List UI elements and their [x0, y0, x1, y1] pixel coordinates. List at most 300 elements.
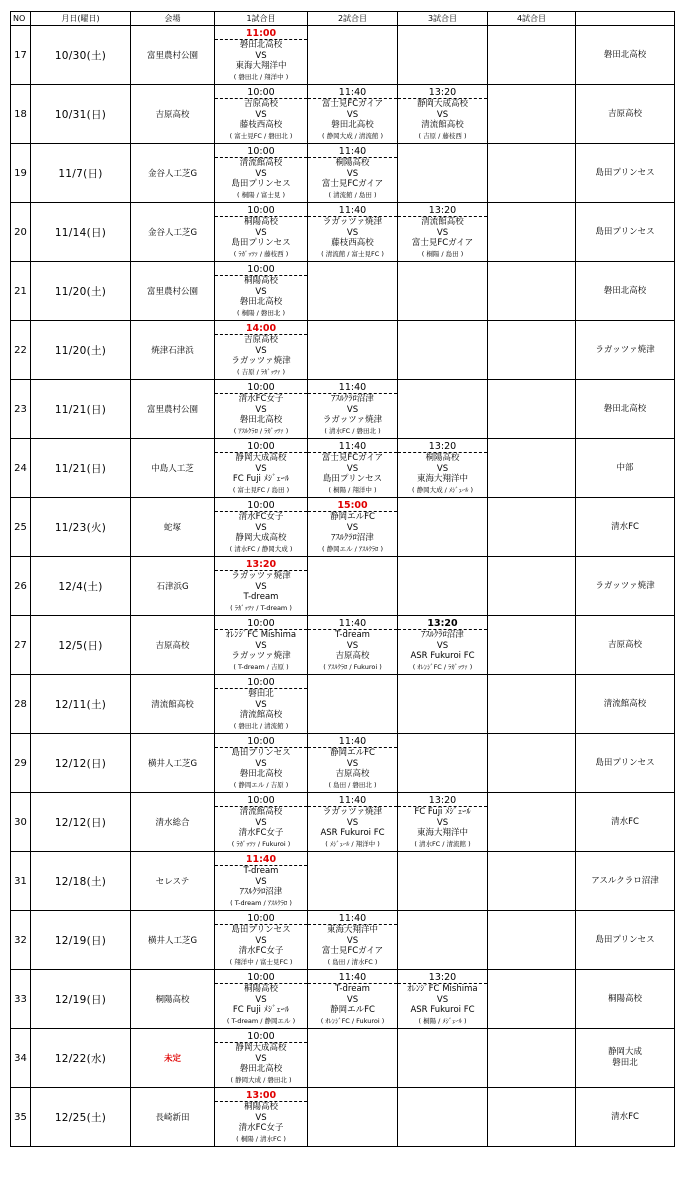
game-cell-4 [488, 970, 576, 1029]
team-a: 磐田北 [248, 689, 274, 700]
host-team-line: アスルクラロ沼津 [591, 875, 659, 886]
referee-assignment: ( ｱｽﾙｸﾗﾛ / Fukuroi ) [323, 662, 382, 671]
match-date: 11/21(日) [31, 380, 131, 439]
row-number: 34 [11, 1029, 31, 1088]
game-cell-3 [398, 439, 488, 498]
host-team [576, 1088, 675, 1147]
game-cell-1 [215, 498, 308, 557]
game-cell-2 [308, 734, 398, 793]
game-block [215, 382, 307, 436]
team-b: 清水FC女子 [238, 1123, 284, 1134]
referee-assignment: ( 清水FC / 磐田北 ) [324, 426, 381, 435]
kickoff-time: 10:00 [215, 677, 307, 689]
empty-game-slot [308, 1058, 397, 1059]
host-team-line: ラガッツァ焼津 [595, 344, 655, 355]
kickoff-time: 11:00 [215, 28, 307, 40]
game-block [215, 618, 307, 672]
kickoff-time: 10:00 [215, 500, 307, 512]
team-a: T-dream [335, 630, 370, 641]
host-team [576, 439, 675, 498]
versus-label: VS [255, 640, 267, 651]
game-cell-3 [398, 675, 488, 734]
kickoff-time: 10:00 [215, 618, 307, 630]
row-number: 27 [11, 616, 31, 675]
game-block [215, 28, 307, 82]
game-cell-4 [488, 262, 576, 321]
row-number: 31 [11, 852, 31, 911]
team-b: ｱｽﾙｸﾗﾛ沼津 [239, 887, 283, 898]
table-row [11, 793, 675, 852]
referee-assignment: ( T-dream / ｱｽﾙｸﾗﾛ ) [230, 898, 292, 907]
referee-assignment: ( 島田 / 清水FC ) [327, 957, 378, 966]
match-date: 12/19(日) [31, 911, 131, 970]
table-row [11, 262, 675, 321]
team-b: 島田プリンセス [322, 474, 383, 485]
versus-label: VS [255, 876, 267, 887]
team-a: 桐陽高校 [243, 984, 278, 995]
table-body [11, 26, 675, 1147]
team-a: 島田プリンセス [231, 925, 291, 936]
venue-name: 長崎新田 [131, 1088, 215, 1147]
referee-assignment: ( 静岡大成 / ﾒｼﾞｪｰﾙ ) [411, 485, 474, 494]
venue-name: 吉原高校 [131, 616, 215, 675]
game-block [215, 1031, 307, 1085]
kickoff-time: 13:00 [215, 1090, 307, 1102]
versus-label: VS [255, 345, 267, 356]
venue-name: 横井人工芝G [131, 911, 215, 970]
versus-label: VS [346, 640, 359, 651]
team-a: 静岡大成高校 [235, 1043, 287, 1054]
match-date: 12/19(日) [31, 970, 131, 1029]
kickoff-time: 13:20 [398, 972, 487, 984]
host-team-line: 中部 [616, 462, 634, 473]
referee-assignment: ( ﾗｶﾞｯﾂｧ / T-dream ) [230, 603, 292, 612]
versus-label: VS [255, 699, 267, 710]
host-team [576, 321, 675, 380]
game-cell-1 [215, 144, 308, 203]
kickoff-time: 13:20 [398, 87, 487, 99]
team-a: ｱｽﾙｸﾗﾛ沼津 [421, 630, 464, 641]
referee-assignment: ( ﾗｶﾞｯﾂｧ / 藤枝西 ) [233, 249, 289, 258]
table-row [11, 498, 675, 557]
row-number: 18 [11, 85, 31, 144]
host-team [576, 911, 675, 970]
table-header [11, 12, 675, 26]
team-a: FC Fuji ﾒｼﾞｪｰﾙ [414, 807, 471, 818]
empty-game-slot [308, 586, 397, 587]
game-cell-3 [398, 203, 488, 262]
game-cell-4 [488, 557, 576, 616]
empty-game-slot [398, 409, 487, 410]
empty-game-slot [488, 645, 575, 646]
team-a: 清水FC女子 [238, 512, 284, 523]
game-block [308, 146, 397, 200]
referee-assignment: ( ｵﾚﾝｼﾞFC / ﾗｶﾞｯﾂｧ ) [412, 662, 473, 671]
team-b: ラガッツァ焼津 [322, 415, 383, 426]
team-b: ラガッツァ焼津 [231, 356, 291, 367]
table-row [11, 144, 675, 203]
venue-name: 横井人工芝G [131, 734, 215, 793]
referee-assignment: ( 桐陽 / 島田 ) [421, 249, 464, 258]
empty-game-slot [398, 881, 487, 882]
game-cell-2 [308, 616, 398, 675]
host-team-line: 清水FC [611, 521, 639, 532]
versus-label: VS [436, 463, 449, 474]
empty-game-slot [398, 763, 487, 764]
game-block [308, 736, 397, 790]
versus-label: VS [346, 758, 359, 769]
game-block [398, 441, 487, 495]
referee-assignment: ( ｱｽﾙｸﾗﾛ / ﾗｶﾞｯﾂｧ ) [233, 426, 289, 435]
game-cell-1 [215, 734, 308, 793]
team-b: 静岡大成高校 [235, 533, 287, 544]
empty-game-slot [398, 1117, 487, 1118]
game-cell-1 [215, 970, 308, 1029]
empty-game-slot [398, 527, 487, 528]
game-block [308, 972, 397, 1026]
host-team-line: 桐陽高校 [607, 993, 642, 1004]
referee-assignment: ( 静岡エル / 吉原 ) [233, 780, 289, 789]
versus-label: VS [255, 581, 267, 592]
venue-name: 清流館高校 [131, 675, 215, 734]
match-date: 12/5(日) [31, 616, 131, 675]
kickoff-time: 11:40 [308, 146, 397, 158]
empty-game-slot [308, 881, 397, 882]
match-date: 12/18(土) [31, 852, 131, 911]
kickoff-time: 11:40 [308, 382, 397, 394]
team-a: 清水FC女子 [238, 394, 284, 405]
table-row [11, 85, 675, 144]
host-team-line: 吉原高校 [607, 639, 642, 650]
empty-game-slot [488, 468, 575, 469]
kickoff-time: 10:00 [215, 1031, 307, 1043]
game-cell-4 [488, 498, 576, 557]
match-date: 11/20(土) [31, 321, 131, 380]
venue-name: 金谷人工芝G [131, 144, 215, 203]
row-number: 29 [11, 734, 31, 793]
referee-assignment: ( 清流館 / 島田 ) [328, 190, 377, 199]
kickoff-time: 10:00 [215, 972, 307, 984]
kickoff-time: 11:40 [215, 854, 307, 866]
team-b: ラガッツァ焼津 [231, 651, 291, 662]
game-block [398, 618, 487, 672]
team-a: 桐陽高校 [335, 158, 370, 169]
game-block [308, 441, 397, 495]
header-game-2: 2試合目 [308, 12, 398, 26]
game-cell-3 [398, 498, 488, 557]
table-row [11, 911, 675, 970]
versus-label: VS [346, 935, 359, 946]
host-team-line: 吉原高校 [607, 108, 642, 119]
game-cell-4 [488, 26, 576, 85]
versus-label: VS [436, 640, 449, 651]
team-b: 清流館高校 [239, 710, 283, 721]
referee-assignment: ( 吉原 / 藤枝西 ) [418, 131, 467, 140]
team-b: 吉原高校 [335, 769, 370, 780]
game-cell-4 [488, 616, 576, 675]
table-row [11, 970, 675, 1029]
game-cell-2 [308, 439, 398, 498]
game-cell-1 [215, 26, 308, 85]
game-cell-2 [308, 262, 398, 321]
table-row [11, 380, 675, 439]
game-cell-3 [398, 380, 488, 439]
game-cell-3 [398, 793, 488, 852]
game-cell-2 [308, 1029, 398, 1088]
game-block [215, 146, 307, 200]
empty-game-slot [398, 704, 487, 705]
row-number: 20 [11, 203, 31, 262]
empty-game-slot [308, 55, 397, 56]
empty-game-slot [488, 114, 575, 115]
referee-assignment: ( 磐田北 / 翔洋中 ) [233, 72, 289, 81]
table-row [11, 852, 675, 911]
team-a: ｵﾚﾝｼﾞFC Mishima [225, 630, 297, 641]
match-date: 12/25(土) [31, 1088, 131, 1147]
row-number: 32 [11, 911, 31, 970]
game-cell-1 [215, 203, 308, 262]
game-cell-4 [488, 1029, 576, 1088]
team-b: 磐田北高校 [239, 297, 283, 308]
host-team [576, 498, 675, 557]
referee-assignment: ( 桐陽 / 翔洋中 ) [328, 485, 377, 494]
game-cell-4 [488, 675, 576, 734]
venue-name: 中島人工芝 [131, 439, 215, 498]
game-cell-1 [215, 85, 308, 144]
match-date: 12/4(土) [31, 557, 131, 616]
referee-assignment: ( 清水FC / 清流館 ) [414, 839, 471, 848]
game-block [398, 205, 487, 259]
table-row [11, 557, 675, 616]
team-b: FC Fuji ﾒｼﾞｪｰﾙ [232, 474, 290, 485]
game-cell-1 [215, 557, 308, 616]
empty-game-slot [488, 232, 575, 233]
match-date: 12/12(日) [31, 734, 131, 793]
team-b: 富士見FCガイア [321, 179, 384, 190]
host-team-line: 島田プリンセス [595, 934, 655, 945]
versus-label: VS [346, 109, 359, 120]
empty-game-slot [488, 1058, 575, 1059]
host-team [576, 616, 675, 675]
game-cell-2 [308, 26, 398, 85]
game-cell-1 [215, 321, 308, 380]
game-cell-3 [398, 911, 488, 970]
team-b: 東海大翔洋中 [416, 828, 468, 839]
referee-assignment: ( 翔洋中 / 富士見FC ) [229, 957, 293, 966]
versus-label: VS [346, 817, 359, 828]
match-schedule-table [10, 11, 675, 1147]
game-cell-2 [308, 1088, 398, 1147]
game-cell-4 [488, 911, 576, 970]
match-date: 11/21(日) [31, 439, 131, 498]
empty-game-slot [398, 350, 487, 351]
game-cell-2 [308, 911, 398, 970]
empty-game-slot [488, 940, 575, 941]
versus-label: VS [346, 227, 359, 238]
game-cell-2 [308, 970, 398, 1029]
game-cell-1 [215, 675, 308, 734]
referee-assignment: ( ｵﾚﾝｼﾞFC / Fukuroi ) [320, 1016, 385, 1025]
game-cell-3 [398, 262, 488, 321]
game-cell-1 [215, 793, 308, 852]
empty-game-slot [488, 1117, 575, 1118]
empty-game-slot [398, 940, 487, 941]
team-a: 静岡大成高校 [235, 453, 287, 464]
game-block [308, 205, 397, 259]
host-team [576, 734, 675, 793]
versus-label: VS [346, 168, 359, 179]
host-team-line: 磐田北高校 [603, 403, 647, 414]
versus-label: VS [255, 227, 267, 238]
referee-assignment: ( 桐陽 / 清水FC ) [236, 1134, 286, 1143]
game-block [215, 677, 307, 731]
table-row [11, 321, 675, 380]
row-number: 17 [11, 26, 31, 85]
referee-assignment: ( T-dream / 静岡エル ) [226, 1016, 296, 1025]
host-team-line: 磐田北 [612, 1058, 638, 1068]
kickoff-time: 10:00 [215, 264, 307, 276]
empty-game-slot [398, 173, 487, 174]
versus-label: VS [346, 404, 359, 415]
kickoff-time: 13:20 [215, 559, 307, 571]
match-date: 11/14(日) [31, 203, 131, 262]
game-cell-2 [308, 852, 398, 911]
team-a: 静岡エルFC [330, 748, 375, 759]
versus-label: VS [255, 994, 267, 1005]
venue-name: 富里農村公園 [131, 380, 215, 439]
versus-label: VS [346, 463, 359, 474]
table-row [11, 26, 675, 85]
host-team [576, 852, 675, 911]
game-block [215, 441, 307, 495]
empty-game-slot [488, 999, 575, 1000]
table-row [11, 439, 675, 498]
game-cell-3 [398, 1088, 488, 1147]
game-cell-2 [308, 85, 398, 144]
team-a: 清流館高校 [239, 158, 283, 169]
kickoff-time: 11:40 [308, 205, 397, 217]
host-team [576, 26, 675, 85]
team-a: 吉原高校 [243, 99, 278, 110]
team-b: 静岡エルFC [330, 1005, 375, 1016]
row-number: 21 [11, 262, 31, 321]
host-team-line: 清流館高校 [603, 698, 647, 709]
host-team [576, 144, 675, 203]
versus-label: VS [436, 109, 449, 120]
team-a: 磐田北高校 [239, 40, 283, 51]
versus-label: VS [346, 522, 359, 533]
empty-game-slot [398, 55, 487, 56]
host-team [576, 970, 675, 1029]
game-cell-4 [488, 852, 576, 911]
venue-name: セレステ [131, 852, 215, 911]
kickoff-time: 13:20 [398, 795, 487, 807]
game-cell-4 [488, 144, 576, 203]
game-cell-3 [398, 26, 488, 85]
referee-assignment: ( 富士見FC / 磐田北 ) [229, 131, 293, 140]
empty-game-slot [398, 586, 487, 587]
versus-label: VS [436, 817, 449, 828]
empty-game-slot [488, 527, 575, 528]
match-date: 11/23(火) [31, 498, 131, 557]
empty-game-slot [488, 586, 575, 587]
host-team-line: 清水FC [611, 816, 639, 827]
game-cell-2 [308, 321, 398, 380]
game-block [215, 500, 307, 554]
game-cell-1 [215, 911, 308, 970]
game-cell-2 [308, 380, 398, 439]
game-cell-3 [398, 321, 488, 380]
host-team [576, 793, 675, 852]
game-block [308, 913, 397, 967]
empty-game-slot [488, 881, 575, 882]
kickoff-time: 11:40 [308, 87, 397, 99]
game-block [215, 1090, 307, 1144]
match-date: 12/22(水) [31, 1029, 131, 1088]
game-cell-2 [308, 144, 398, 203]
team-a: ｱｽﾙｸﾗﾛ沼津 [331, 394, 374, 405]
empty-game-slot [308, 350, 397, 351]
row-number: 24 [11, 439, 31, 498]
game-block [398, 87, 487, 141]
venue-name: 石津浜G [131, 557, 215, 616]
team-b: 吉原高校 [335, 651, 370, 662]
game-cell-3 [398, 144, 488, 203]
host-team-line: 島田プリンセス [595, 167, 655, 178]
versus-label: VS [255, 817, 267, 828]
kickoff-time: 14:00 [215, 323, 307, 335]
kickoff-time: 10:00 [215, 795, 307, 807]
game-cell-4 [488, 1088, 576, 1147]
referee-assignment: ( 桐陽 / 磐田北 ) [236, 308, 286, 317]
referee-assignment: ( 清流館 / 富士見FC ) [321, 249, 384, 258]
empty-game-slot [488, 409, 575, 410]
game-cell-4 [488, 203, 576, 262]
game-block [308, 87, 397, 141]
header-game-1: 1試合目 [215, 12, 308, 26]
versus-label: VS [255, 168, 267, 179]
team-b: T-dream [243, 592, 279, 603]
team-a: ｵﾚﾝｼﾞFC Mishima [407, 984, 478, 995]
team-b: 島田プリンセス [231, 179, 291, 190]
empty-game-slot [488, 763, 575, 764]
team-b: ASR Fukuroi FC [320, 828, 385, 839]
kickoff-time: 13:20 [398, 441, 487, 453]
match-date: 10/30(土) [31, 26, 131, 85]
match-date: 11/20(土) [31, 262, 131, 321]
team-a: 東海大翔洋中 [326, 925, 378, 936]
empty-game-slot [308, 704, 397, 705]
versus-label: VS [255, 463, 267, 474]
header-venue: 会場 [131, 12, 215, 26]
game-cell-3 [398, 734, 488, 793]
game-block [308, 618, 397, 672]
host-team [576, 557, 675, 616]
table-row [11, 734, 675, 793]
match-date: 11/7(日) [31, 144, 131, 203]
venue-name: 未定 [131, 1029, 215, 1088]
kickoff-time: 10:00 [215, 441, 307, 453]
venue-name: 焼津石津浜 [131, 321, 215, 380]
venue-name: 吉原高校 [131, 85, 215, 144]
team-b: ASR Fukuroi FC [410, 1005, 475, 1016]
referee-assignment: ( ﾗｶﾞｯﾂｧ / Fukuroi ) [231, 839, 291, 848]
game-block [215, 205, 307, 259]
table-row [11, 203, 675, 262]
versus-label: VS [436, 227, 449, 238]
versus-label: VS [255, 935, 267, 946]
game-block [308, 795, 397, 849]
